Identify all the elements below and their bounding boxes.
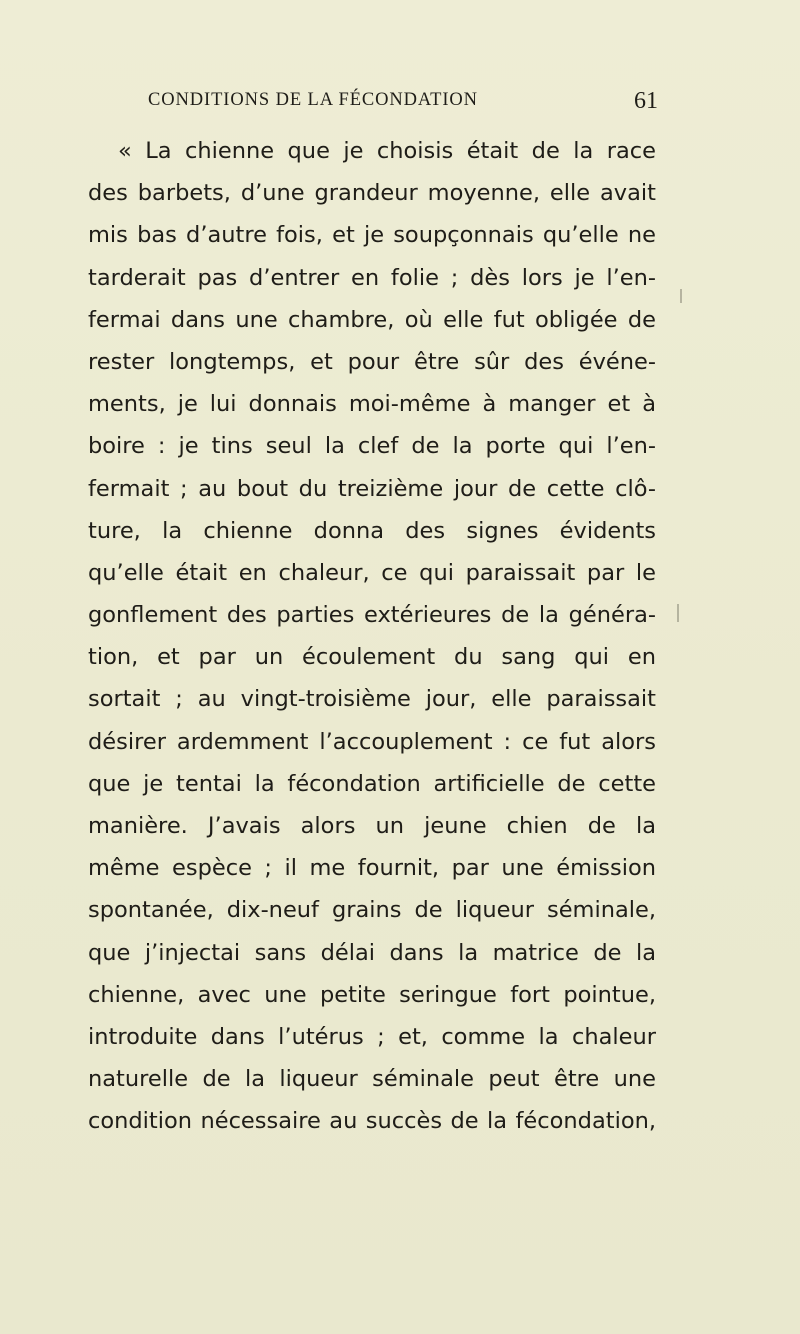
text-line: gonflement des parties extérieures de la généra-: [88, 602, 656, 629]
text-line: ture, la chienne donna des signes évidents: [88, 517, 656, 544]
text-line: « La chienne que je choisis était de la race: [118, 138, 656, 164]
text-line: désirer ardemment l’accouplement : ce fut alors: [88, 728, 656, 755]
running-head: [88, 90, 658, 120]
text-line: condition nécessaire au succès de la fécondation,: [88, 1108, 656, 1135]
text-line: qu’elle était en chaleur, ce qui paraissait par le: [88, 559, 656, 586]
margin-scan-mark: [677, 604, 679, 622]
text-line: même espèce ; il me fournit, par une émission: [88, 855, 656, 882]
text-line: fermait ; au bout du treizième jour de cette clô-: [88, 475, 656, 502]
page-number: 61: [634, 88, 658, 114]
text-line: introduite dans l’utérus ; et, comme la chaleur: [88, 1023, 656, 1050]
text-line: ments, je lui donnais moi-même à manger et à: [88, 391, 656, 418]
text-line: spontanée, dix-neuf grains de liqueur séminale,: [88, 897, 656, 924]
text-line: rester longtemps, et pour être sûr des événe-: [88, 348, 656, 375]
text-line: boire : je tins seul la clef de la porte qui l’en-: [88, 433, 656, 460]
text-line: fermai dans une chambre, où elle fut obligée de: [88, 306, 656, 333]
body-text: [88, 130, 656, 1143]
text-line: que je tentai la fécondation artificielle de cette: [88, 770, 656, 797]
text-line: tion, et par un écoulement du sang qui en: [88, 644, 656, 671]
text-line: que j’injectai sans délai dans la matrice de la: [88, 939, 656, 966]
text-line: chienne, avec une petite seringue fort pointue,: [88, 981, 656, 1008]
text-line: tarderait pas d’entrer en folie ; dès lors je l’en-: [88, 264, 656, 291]
text-line: sortait ; au vingt-troisième jour, elle paraissait: [88, 686, 656, 713]
running-title: CONDITIONS DE LA FÉCONDATION: [148, 90, 478, 110]
text-line: des barbets, d’une grandeur moyenne, elle avait: [88, 180, 656, 207]
text-line: naturelle de la liqueur séminale peut être une: [88, 1066, 656, 1093]
text-line: mis bas d’autre fois, et je soupçonnais qu’elle ne: [88, 222, 656, 249]
margin-scan-mark: [680, 289, 682, 303]
text-line: manière. J’avais alors un jeune chien de la: [88, 813, 656, 839]
